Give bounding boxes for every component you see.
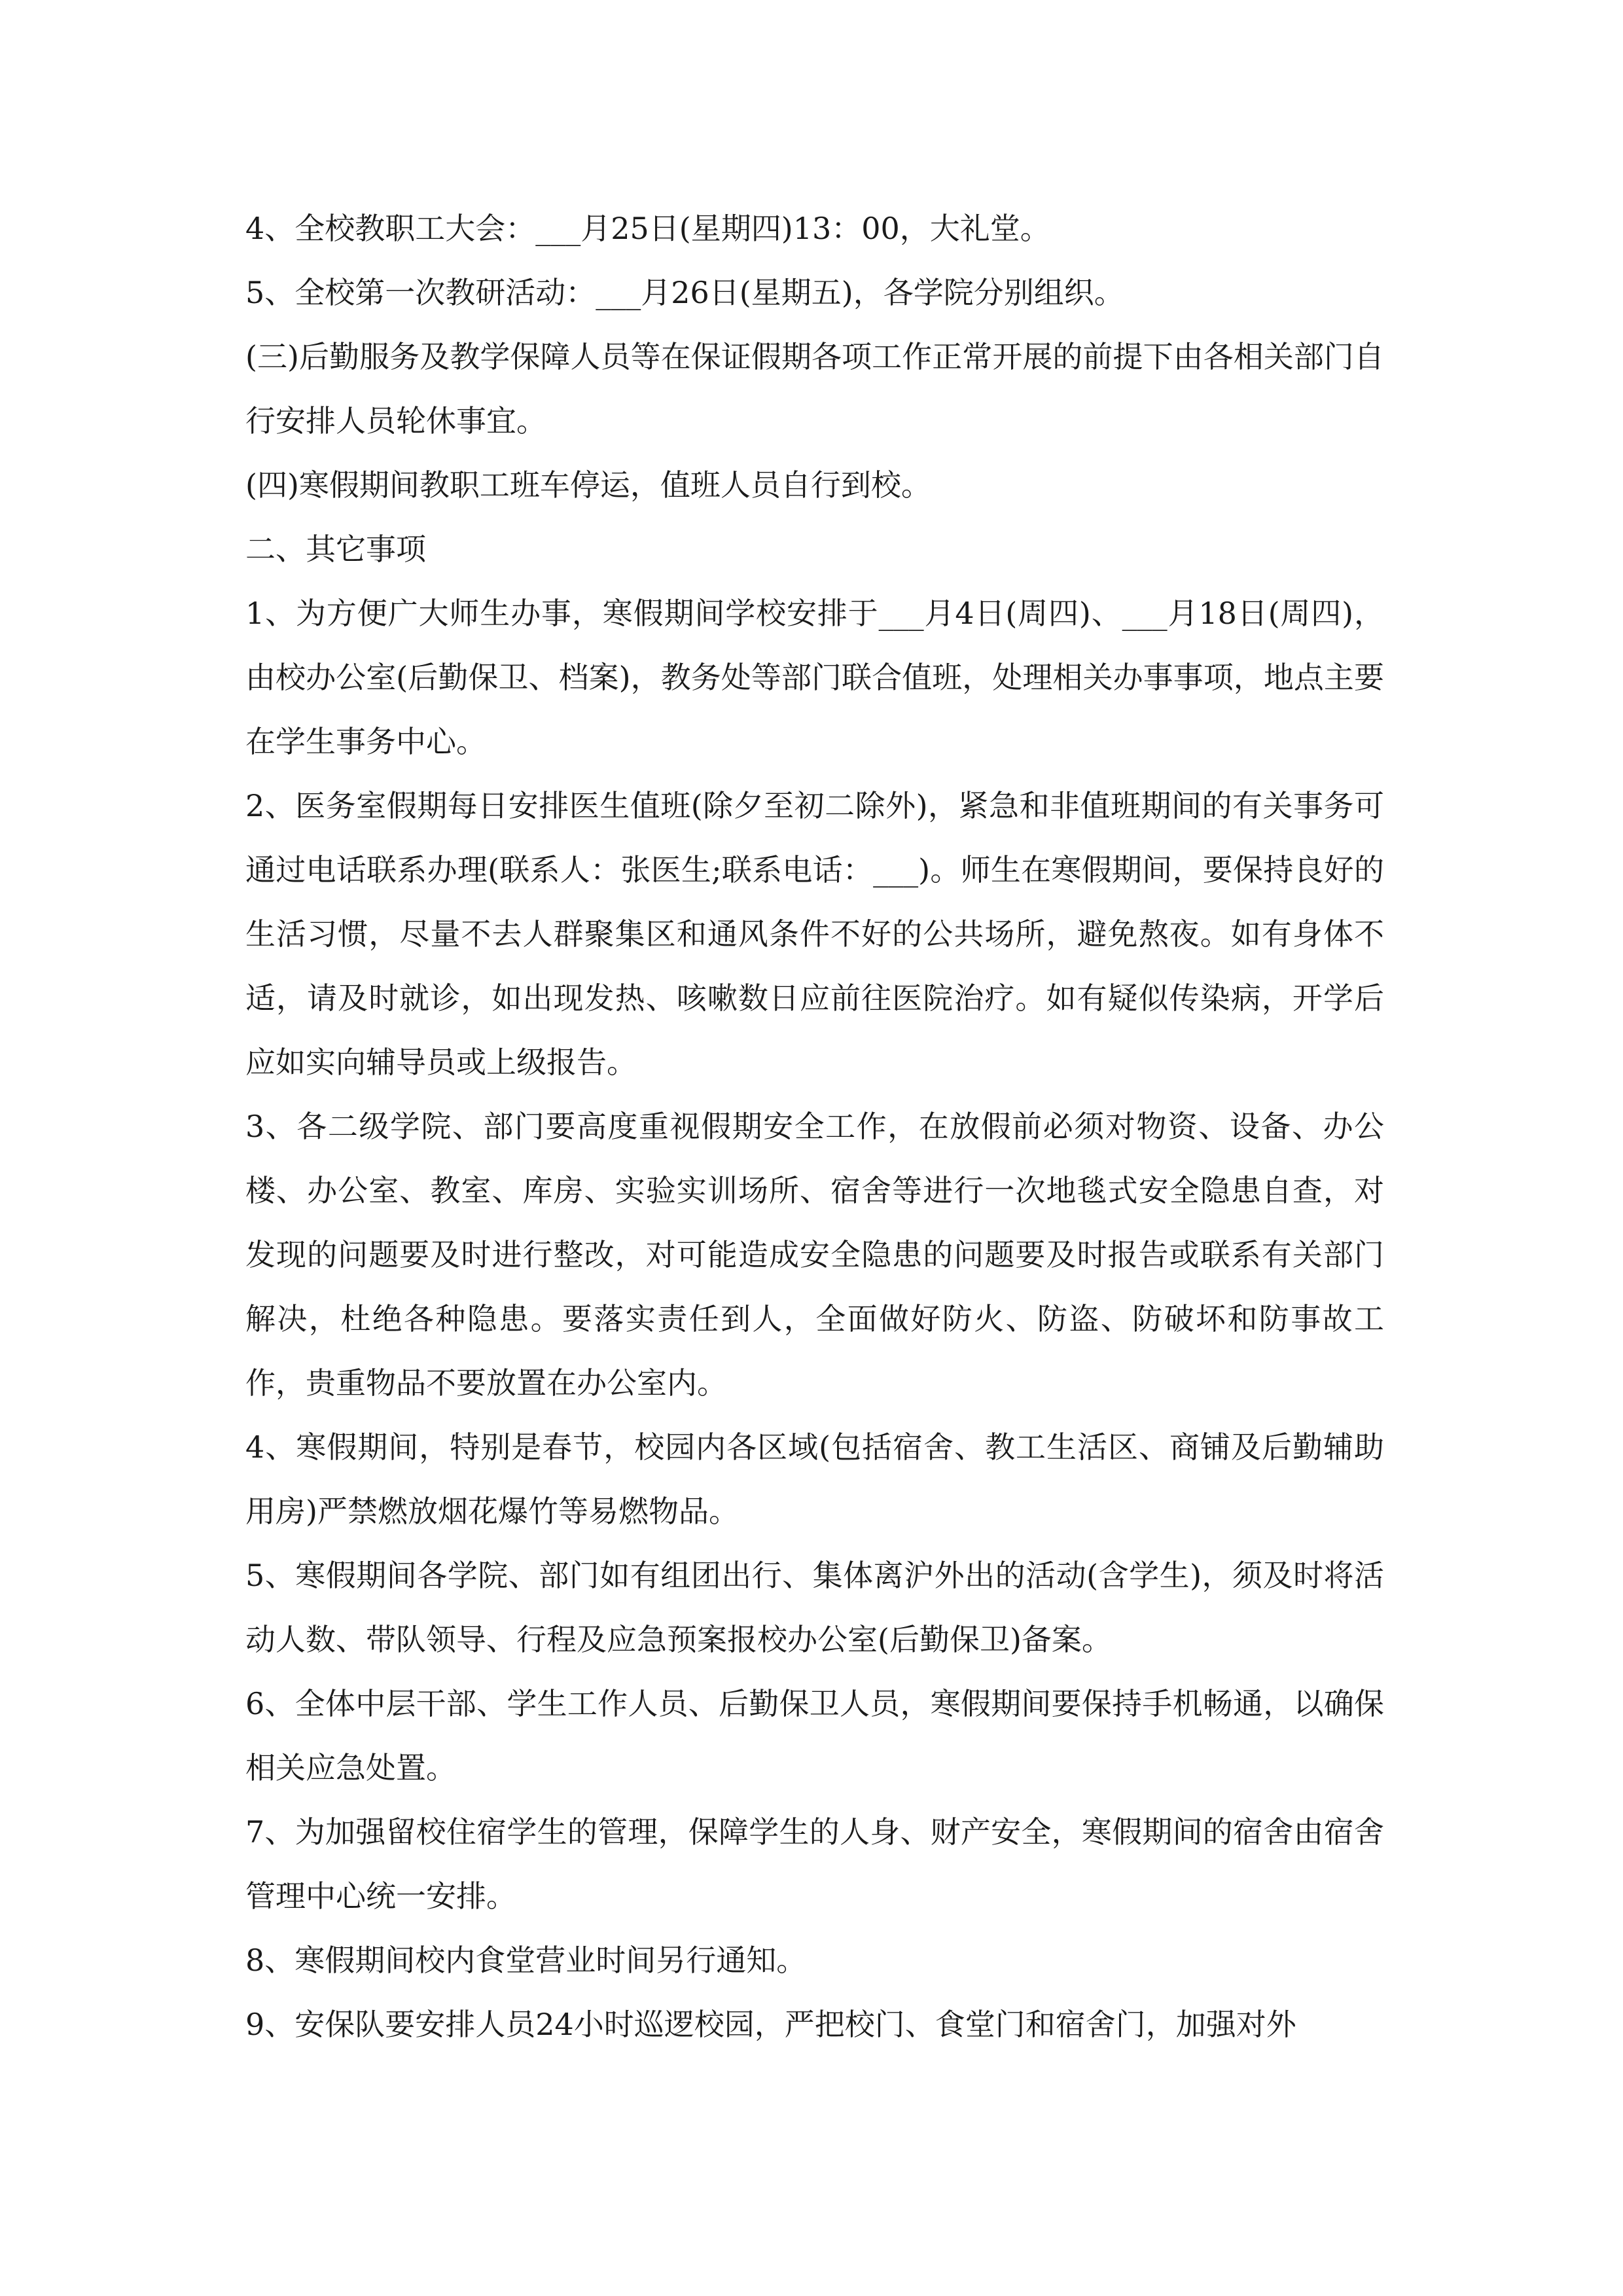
paragraph-canteen-hours: 8、寒假期间校内食堂营业时间另行通知。 — [245, 1943, 807, 1978]
section-heading-other-matters: 二、其它事项 — [245, 531, 426, 567]
paragraph-joint-duty: 1、为方便广大师生办事，寒假期间学校安排于___月4日(周四)、___月18日(周四)，由校办公室(后勤保卫、档案)，教务处等部门联合值班，处理相关办事事项，地点主要在学生事务中心。 — [245, 596, 1384, 759]
paragraph-staff-meeting: 4、全校教职工大会：___月25日(星期四)13：00，大礼堂。 — [245, 211, 1050, 246]
paragraph-logistics-rotation: (三)后勤服务及教学保障人员等在保证假期各项工作正常开展的前提下由各相关部门自行安排人员轮休事宜。 — [245, 339, 1384, 439]
paragraph-shuttle-bus: (四)寒假期间教职工班车停运，值班人员自行到校。 — [245, 467, 931, 503]
paragraph-first-teaching-research: 5、全校第一次教研活动：___月26日(星期五)，各学院分别组织。 — [245, 275, 1124, 310]
paragraph-fireworks-ban: 4、寒假期间，特别是春节，校园内各区域(包括宿舍、教工生活区、商铺及后勤辅助用房)严禁燃放烟花爆竹等易燃物品。 — [245, 1429, 1384, 1529]
paragraph-group-travel: 5、寒假期间各学院、部门如有组团出行、集体离沪外出的活动(含学生)，须及时将活动人数、带队领导、行程及应急预案报校办公室(后勤保卫)备案。 — [245, 1558, 1384, 1657]
paragraph-safety-inspection: 3、各二级学院、部门要高度重视假期安全工作，在放假前必须对物资、设备、办公楼、办公室、教室、库房、实验实训场所、宿舍等进行一次地毯式安全隐患自查，对发现的问题要及时进行整改，对可能造成安全隐患的问题要及时报告或联系有关部门解决，杜绝各种隐患。要落实责任到人，全面做好防火、防盗、防破坏和防事故工作，贵重物品不要放置在办公室内。 — [245, 1109, 1384, 1401]
paragraph-clinic-duty: 2、医务室假期每日安排医生值班(除夕至初二除外)，紧急和非值班期间的有关事务可通过电话联系办理(联系人：张医生;联系电话：___)。师生在寒假期间，要保持良好的生活习惯，尽量不去人群聚集区和通风条件不好的公共场所，避免熬夜。如有身体不适，请及时就诊，如出现发热、咳嗽数日应前往医院治疗。如有疑似传染病，开学后应如实向辅导员或上级报告。 — [245, 788, 1384, 1080]
paragraph-dormitory-management: 7、为加强留校住宿学生的管理，保障学生的人身、财产安全，寒假期间的宿舍由宿舍管理中心统一安排。 — [245, 1814, 1384, 1914]
paragraph-phone-availability: 6、全体中层干部、学生工作人员、后勤保卫人员，寒假期间要保持手机畅通，以确保相关应急处置。 — [245, 1686, 1384, 1785]
paragraph-security-patrol: 9、安保队要安排人员24小时巡逻校园，严把校门、食堂门和宿舍门，加强对外 — [245, 2007, 1296, 2042]
document-body — [245, 196, 1384, 2056]
